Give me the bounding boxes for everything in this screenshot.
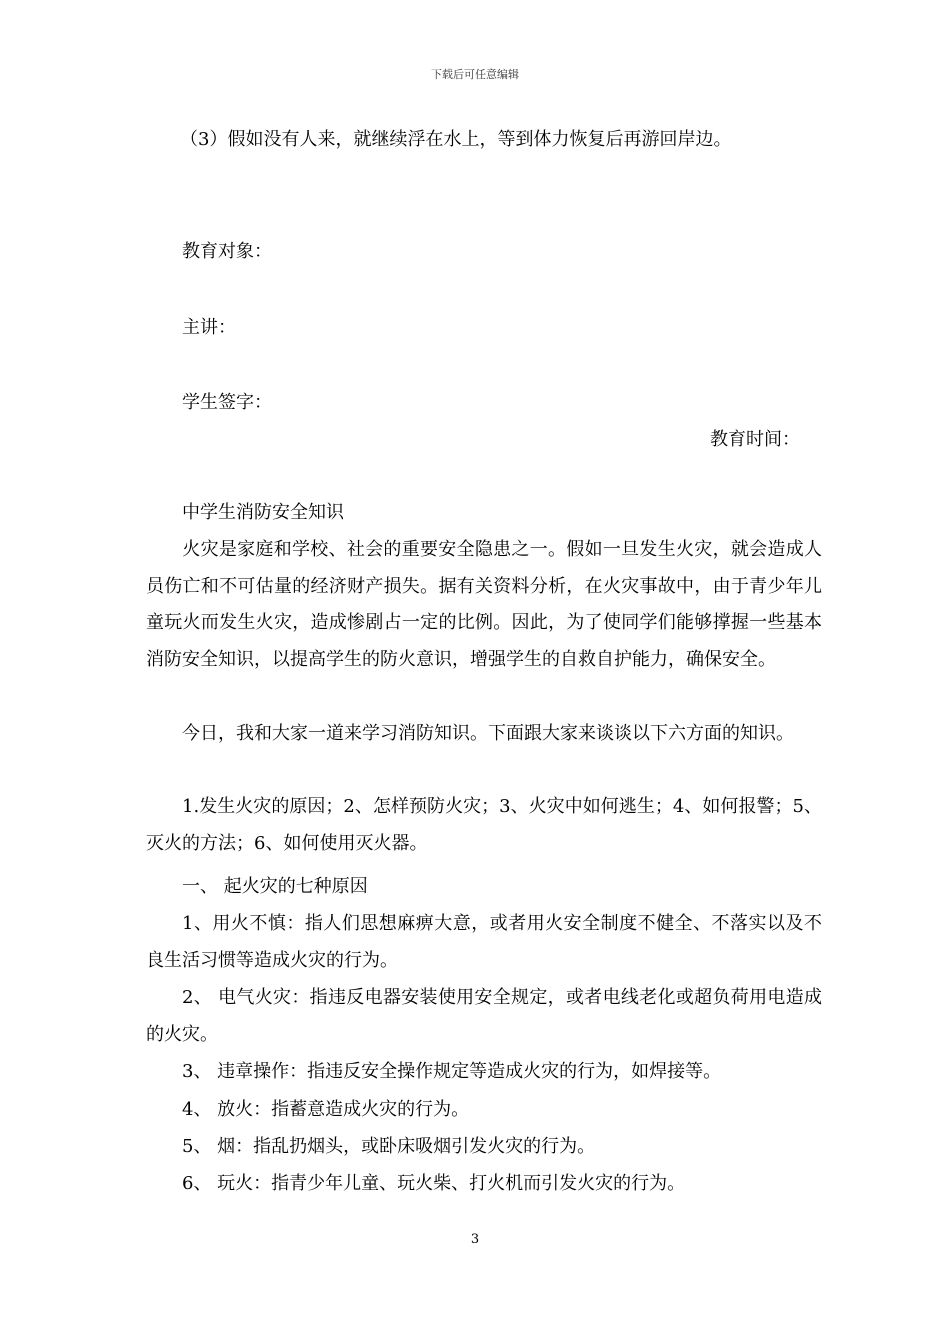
cause-3: 3、 违章操作：指违反安全操作规定等造成火灾的行为，如焊接等。 — [182, 1061, 722, 1082]
page-number: 3 — [470, 1232, 480, 1247]
header-note: 下载后可任意编辑 — [431, 68, 519, 81]
today-paragraph — [146, 716, 822, 753]
intro-paragraph — [146, 532, 822, 678]
cause-1-text: 1、用火不慎：指人们思想麻痹大意，或者用火安全制度不健全、不落实以及不良生活习惯等造成火灾的行为。 — [146, 913, 822, 971]
education-target-label: 教育对象： — [182, 241, 272, 262]
education-time-label: 教育时间： — [710, 429, 800, 450]
cause-6: 6、 玩火：指青少年儿童、玩火柴、打火机而引发火灾的行为。 — [182, 1173, 686, 1194]
topics-paragraph-text: 1.发生火灾的原因；2、怎样预防火灾；3、火灾中如何逃生；4、如何报警；5、灭火的方法；6、如何使用灭火器。 — [146, 796, 822, 854]
top-line: （3）假如没有人来，就继续浮在水上，等到体力恢复后再游回岸边。 — [180, 129, 732, 150]
intro-paragraph-text: 火灾是家庭和学校、社会的重要安全隐患之一。假如一旦发生火灾，就会造成人员伤亡和不可估量的经济财产损失。据有关资料分析，在火灾事故中，由于青少年儿童玩火而发生火灾，造成惨剧占一定的比例。因此，为了使同学们能够撑握一些基本消防安全知识，以提高学生的防火意识，增强学生的自救自护能力，确保安全。 — [146, 539, 822, 670]
section-title: 中学生消防安全知识 — [182, 502, 344, 523]
student-signature-label: 学生签字： — [182, 392, 272, 413]
cause-2 — [146, 980, 822, 1053]
speaker-label: 主讲： — [182, 317, 236, 338]
heading-one: 一、 起火灾的七种原因 — [182, 876, 368, 897]
topics-paragraph — [146, 789, 822, 862]
cause-5: 5、 烟：指乱扔烟头，或卧床吸烟引发火灾的行为。 — [182, 1136, 596, 1157]
cause-1 — [146, 906, 822, 979]
cause-2-text: 2、 电气火灾：指违反电器安装使用安全规定，或者电线老化或超负荷用电造成的火灾。 — [146, 987, 822, 1045]
cause-4: 4、 放火：指蓄意造成火灾的行为。 — [182, 1099, 470, 1120]
today-paragraph-text: 今日，我和大家一道来学习消防知识。下面跟大家来谈谈以下六方面的知识。 — [182, 723, 794, 744]
